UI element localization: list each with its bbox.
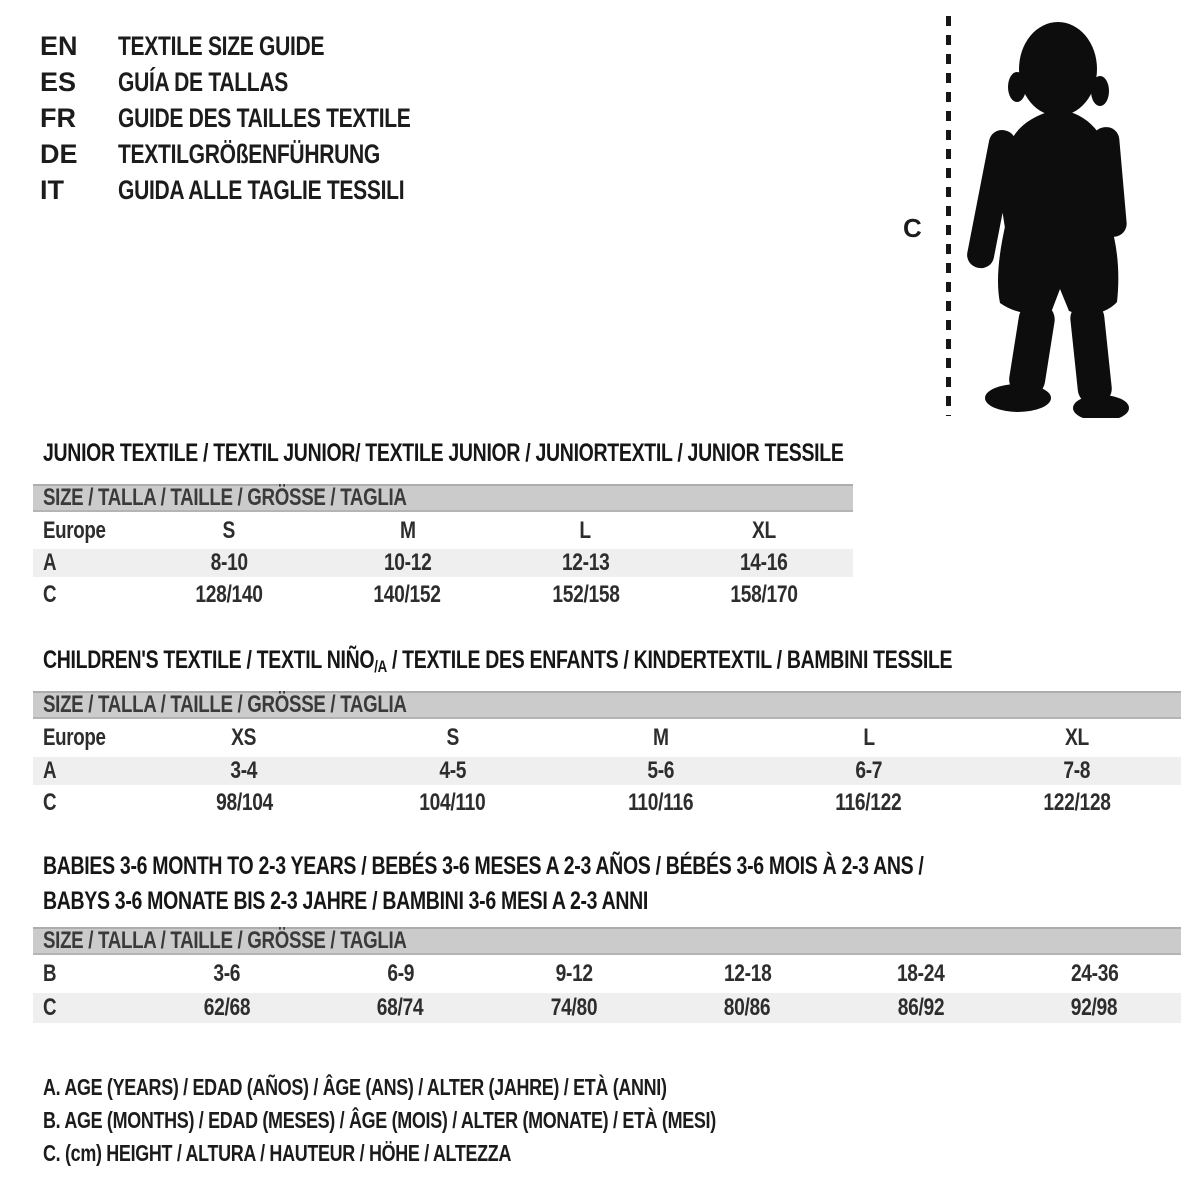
- size-cell: S: [222, 516, 236, 544]
- babies-section-title-line2: [43, 887, 819, 916]
- table-row: [33, 993, 1181, 1023]
- height-cell: 140/152: [373, 580, 441, 608]
- children-title-rest: / TEXTILE DES ENFANTS / KINDERTEXTIL / BAMBINI TESSILE: [386, 646, 953, 674]
- months-cell: 6-9: [386, 960, 414, 987]
- row-label: A: [43, 757, 57, 784]
- height-cell: 104/110: [419, 788, 486, 816]
- babies-title-text-2: BABYS 3-6 MONATE BIS 2-3 JAHRE / BAMBINI 3-6 MESI A 2-3 ANNI: [43, 887, 649, 915]
- measurement-legend: [43, 1071, 906, 1170]
- age-cell: 8-10: [210, 549, 248, 576]
- lang-code: FR: [40, 102, 76, 133]
- row-label: A: [43, 549, 57, 576]
- babies-size-table: [33, 955, 1181, 1023]
- row-label: B: [43, 960, 57, 987]
- row-label: C: [43, 788, 57, 816]
- lang-title: GUIDA ALLE TAGLIE TESSILI: [118, 174, 405, 205]
- lang-title: TEXTILGRÖßENFÜHRUNG: [118, 138, 380, 169]
- lang-row-de: [40, 136, 493, 172]
- language-title-list: [40, 28, 493, 208]
- size-cell: XS: [231, 724, 257, 751]
- lang-code: IT: [40, 174, 64, 205]
- lang-title: GUIDE DES TAILLES TEXTILE: [118, 102, 411, 133]
- months-cell: 3-6: [213, 960, 241, 987]
- age-cell: 7-8: [1063, 757, 1091, 784]
- size-cell: L: [579, 516, 592, 544]
- junior-size-header-bar: [33, 484, 853, 512]
- lang-title: GUÍA DE TALLAS: [118, 66, 288, 97]
- babies-section-title-line1: [43, 852, 1172, 881]
- age-cell: 12-13: [561, 549, 610, 576]
- legend-line-c: [43, 1137, 906, 1170]
- months-cell: 18-24: [896, 960, 945, 987]
- size-header-text: SIZE / TALLA / TAILLE / GRÖSSE / TAGLIA: [43, 484, 407, 511]
- height-cell: 110/116: [627, 788, 694, 816]
- table-row: [33, 955, 1181, 993]
- age-cell: 14-16: [740, 549, 788, 576]
- months-cell: 12-18: [723, 960, 771, 987]
- height-cell: 152/158: [552, 580, 620, 608]
- age-cell: 5-6: [647, 757, 674, 784]
- children-size-table: [33, 719, 1181, 820]
- table-row: [33, 512, 853, 549]
- junior-size-table: [33, 512, 853, 612]
- legend-line-a: [43, 1071, 906, 1104]
- legend-text-b: B. AGE (MONTHS) / EDAD (MESES) / ÂGE (MOIS) / ALTER (MONATE) / ETÀ (MESI): [43, 1107, 716, 1133]
- height-cell: 128/140: [195, 580, 263, 608]
- row-label: C: [43, 994, 57, 1021]
- row-label: Europe: [43, 516, 106, 544]
- legend-text-a: A. AGE (YEARS) / EDAD (AÑOS) / ÂGE (ANS) / ALTER (JAHRE) / ETÀ (ANNI): [43, 1074, 667, 1100]
- table-row: [33, 577, 853, 612]
- lang-row-fr: [40, 100, 493, 136]
- size-cell: M: [652, 724, 669, 751]
- lang-row-en: [40, 28, 493, 64]
- size-cell: XL: [751, 516, 776, 544]
- height-cell: 116/122: [835, 788, 902, 816]
- table-row: [33, 549, 853, 577]
- height-cell: 62/68: [203, 994, 250, 1021]
- lang-row-it: [40, 172, 493, 208]
- table-row: [33, 785, 1181, 820]
- junior-section-title: [43, 439, 1069, 468]
- lang-code: DE: [40, 138, 78, 169]
- height-cell: 122/128: [1043, 788, 1111, 816]
- height-cell: 74/80: [550, 994, 597, 1021]
- lang-row-es: [40, 64, 493, 100]
- size-cell: L: [863, 724, 875, 751]
- legend-text-c: C. (cm) HEIGHT / ALTURA / HAUTEUR / HÖHE / ALTEZZA: [43, 1140, 512, 1166]
- height-cell: 158/170: [730, 580, 798, 608]
- height-measure-dashed-line: [946, 16, 951, 416]
- height-cell: 86/92: [897, 994, 944, 1021]
- children-section-title: [43, 646, 1200, 677]
- size-cell: S: [446, 724, 459, 751]
- age-cell: 10-12: [383, 549, 432, 576]
- children-size-header-bar: [33, 691, 1181, 719]
- children-title-text: [43, 646, 952, 677]
- age-cell: 4-5: [438, 757, 466, 784]
- junior-title-text: JUNIOR TEXTILE / TEXTIL JUNIOR/ TEXTILE JUNIOR / JUNIORTEXTIL / JUNIOR TESSILE: [43, 439, 844, 467]
- lang-title: TEXTILE SIZE GUIDE: [118, 30, 325, 61]
- children-title-main: CHILDREN'S TEXTILE / TEXTIL NIÑO: [43, 646, 375, 674]
- months-cell: 9-12: [555, 960, 593, 987]
- height-cell: 80/86: [724, 994, 771, 1021]
- size-cell: M: [399, 516, 416, 544]
- height-measure-label: C: [903, 213, 922, 243]
- age-cell: 6-7: [855, 757, 883, 784]
- legend-line-b: [43, 1104, 906, 1137]
- children-title-subscript: /A: [374, 657, 387, 676]
- babies-size-header-bar: [33, 927, 1181, 955]
- babies-title-text-1: BABIES 3-6 MONTH TO 2-3 YEARS / BEBÉS 3-6 MESES A 2-3 AÑOS / BÉBÉS 3-6 MOIS À 2-3 ANS /: [43, 852, 924, 880]
- lang-code: ES: [40, 66, 77, 97]
- size-header-text: SIZE / TALLA / TAILLE / GRÖSSE / TAGLIA: [43, 927, 407, 954]
- toddler-silhouette-icon: [958, 16, 1150, 418]
- height-cell: 92/98: [1071, 994, 1118, 1021]
- row-label: C: [43, 580, 57, 608]
- months-cell: 24-36: [1070, 960, 1118, 987]
- row-label: Europe: [43, 724, 106, 751]
- age-cell: 3-4: [230, 757, 258, 784]
- size-header-text: SIZE / TALLA / TAILLE / GRÖSSE / TAGLIA: [43, 691, 407, 718]
- height-cell: 98/104: [215, 788, 273, 816]
- table-row: [33, 719, 1181, 757]
- lang-code: EN: [40, 30, 78, 61]
- table-row: [33, 757, 1181, 785]
- size-cell: XL: [1064, 724, 1089, 751]
- height-cell: 68/74: [377, 994, 424, 1021]
